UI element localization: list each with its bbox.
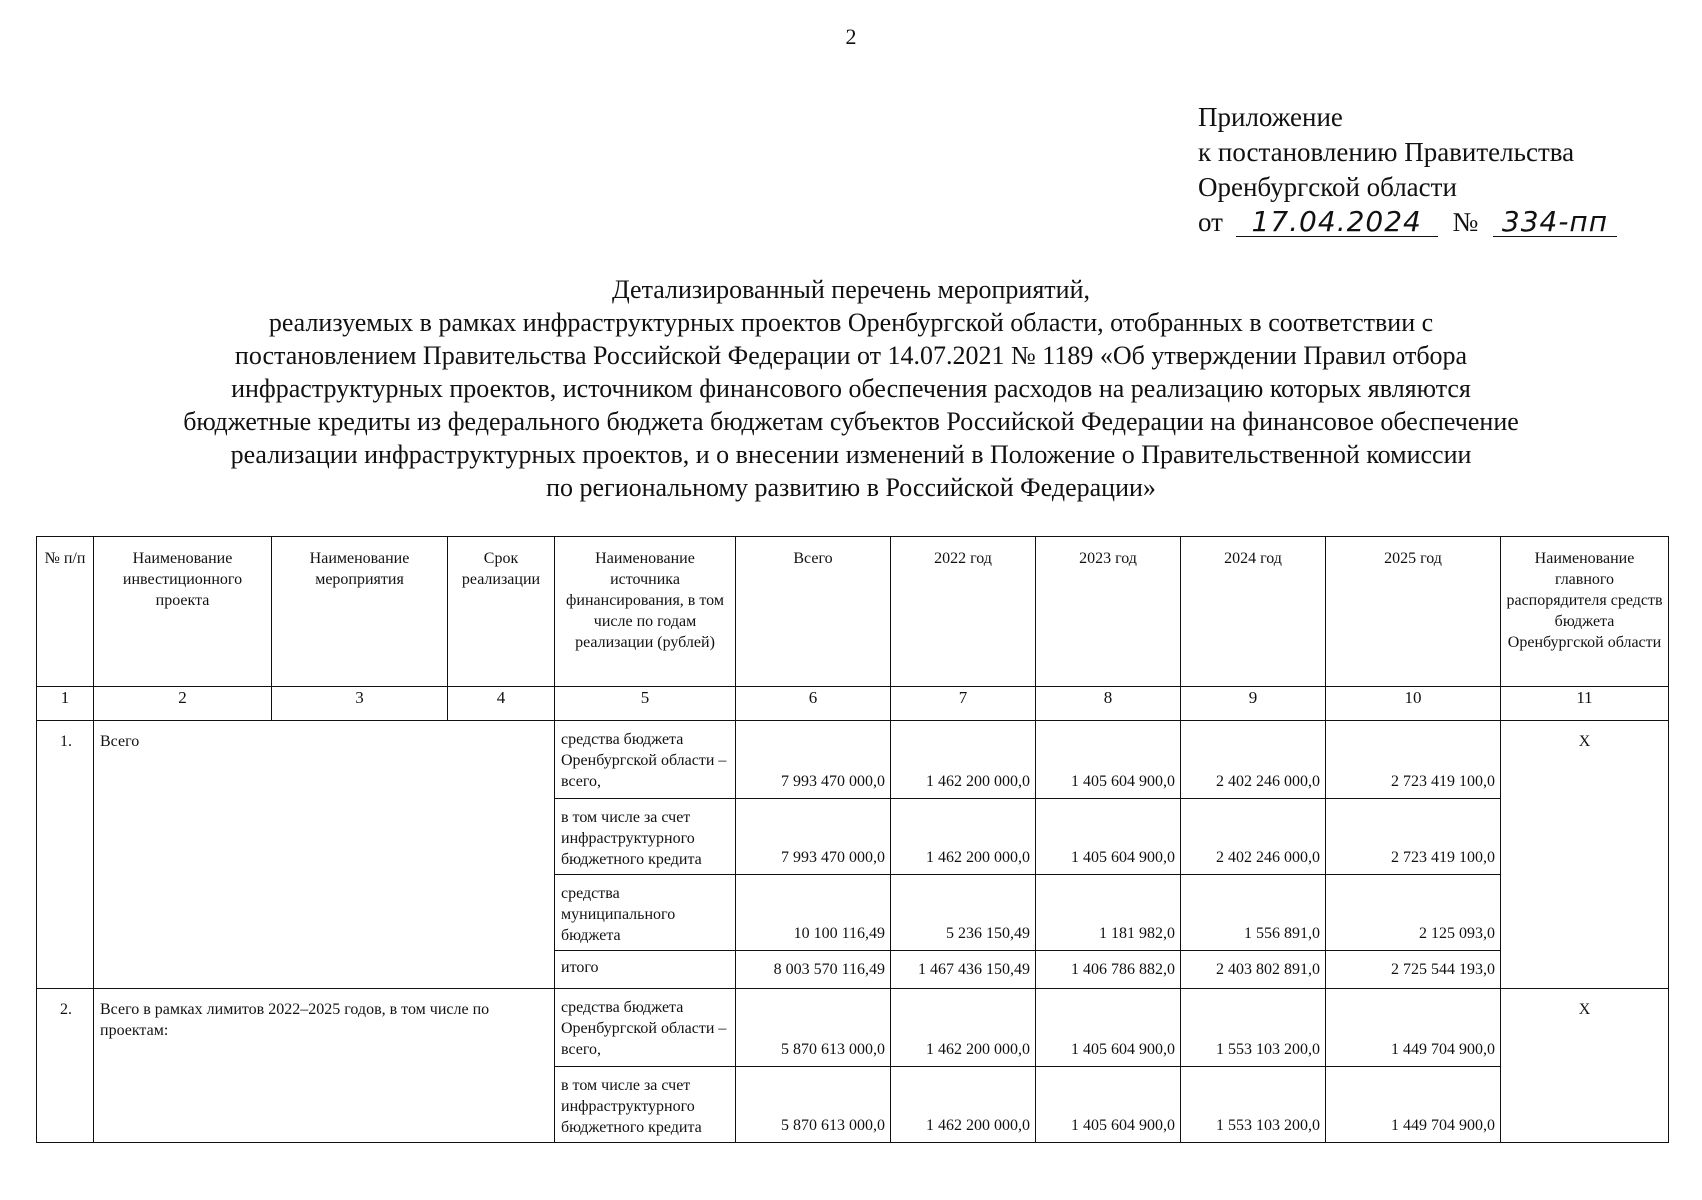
value-total: 7 993 470 000,0 — [736, 721, 891, 799]
column-number: 10 — [1326, 687, 1501, 721]
handwritten-date: 17.04.2024 — [1236, 208, 1438, 237]
title-line: по региональному развитию в Российской Федерации» — [546, 473, 1156, 502]
value-2022: 1 462 200 000,0 — [891, 721, 1036, 799]
value-2022: 1 462 200 000,0 — [891, 799, 1036, 875]
value-2022: 1 462 200 000,0 — [891, 989, 1036, 1067]
appendix-line: Оренбургской области — [1198, 172, 1457, 202]
title-line: реализуемых в рамках инфраструктурных проектов Оренбургской области, отобранных в соответствии с — [268, 308, 1434, 337]
column-number: 3 — [272, 687, 448, 721]
table-row — [37, 989, 1669, 1067]
value-2023: 1 405 604 900,0 — [1036, 721, 1181, 799]
table-header-row — [37, 537, 1669, 687]
funding-source: в том числе за счет инфраструктурного бюджетного кредита — [555, 1067, 736, 1143]
value-2022: 1 467 436 150,49 — [891, 951, 1036, 989]
value-2023: 1 181 982,0 — [1036, 875, 1181, 951]
value-2023: 1 405 604 900,0 — [1036, 799, 1181, 875]
value-2024: 1 553 103 200,0 — [1181, 1067, 1326, 1143]
value-2024: 2 402 246 000,0 — [1181, 721, 1326, 799]
title-line: бюджетные кредиты из федерального бюджета бюджетам субъектов Российской Федерации на финансовое обеспечение — [183, 407, 1519, 436]
administrator-mark: Х — [1501, 721, 1669, 989]
value-2025: 2 725 544 193,0 — [1326, 951, 1501, 989]
table-row — [37, 721, 1669, 799]
funding-source: средства бюджета Оренбургской области – всего, — [555, 989, 736, 1067]
funding-source: средства бюджета Оренбургской области – всего, — [555, 721, 736, 799]
value-2024: 2 403 802 891,0 — [1181, 951, 1326, 989]
value-2025: 2 723 419 100,0 — [1326, 721, 1501, 799]
funding-source: итого — [555, 951, 736, 989]
value-2025: 1 449 704 900,0 — [1326, 1067, 1501, 1143]
header-cell: 2024 год — [1181, 537, 1326, 687]
header-cell: Наименование мероприятия — [272, 537, 448, 687]
title-line: реализации инфраструктурных проектов, и о внесении изменений в Положение о Правительственной комиссии — [230, 440, 1472, 469]
funding-source: в том числе за счет инфраструктурного бюджетного кредита — [555, 799, 736, 875]
appendix-date-row — [1198, 205, 1658, 240]
appendix-line: к постановлению Правительства — [1198, 137, 1575, 167]
column-number: 1 — [37, 687, 94, 721]
header-cell: 2022 год — [891, 537, 1036, 687]
value-2023: 1 406 786 882,0 — [1036, 951, 1181, 989]
handwritten-number: 334-пп — [1493, 208, 1617, 237]
header-cell: Всего — [736, 537, 891, 687]
value-2023: 1 405 604 900,0 — [1036, 989, 1181, 1067]
measures-table — [36, 536, 1669, 1143]
appendix-block — [1198, 100, 1658, 240]
header-cell: Наименование инвестиционного проекта — [94, 537, 272, 687]
header-cell: № п/п — [37, 537, 94, 687]
value-total: 5 870 613 000,0 — [736, 989, 891, 1067]
number-prefix: № — [1452, 207, 1479, 237]
header-cell: Срок реализации — [448, 537, 555, 687]
header-cell: Наименование главного распорядителя средств бюджета Оренбургской области — [1501, 537, 1669, 687]
header-cell: 2023 год — [1036, 537, 1181, 687]
project-label: Всего в рамках лимитов 2022–2025 годов, в том числе по проектам: — [94, 989, 555, 1143]
value-2023: 1 405 604 900,0 — [1036, 1067, 1181, 1143]
column-number: 9 — [1181, 687, 1326, 721]
column-number: 11 — [1501, 687, 1669, 721]
column-number: 4 — [448, 687, 555, 721]
value-total: 10 100 116,49 — [736, 875, 891, 951]
document-title — [0, 273, 1702, 504]
value-2025: 2 723 419 100,0 — [1326, 799, 1501, 875]
project-label: Всего — [94, 721, 555, 989]
administrator-mark: Х — [1501, 989, 1669, 1143]
value-total: 8 003 570 116,49 — [736, 951, 891, 989]
page-number: 2 — [845, 24, 857, 49]
funding-source: средства муниципального бюджета — [555, 875, 736, 951]
value-2024: 1 553 103 200,0 — [1181, 989, 1326, 1067]
appendix-line: Приложение — [1198, 102, 1343, 132]
value-2024: 2 402 246 000,0 — [1181, 799, 1326, 875]
header-cell: 2025 год — [1326, 537, 1501, 687]
value-2022: 5 236 150,49 — [891, 875, 1036, 951]
column-number: 2 — [94, 687, 272, 721]
value-2025: 1 449 704 900,0 — [1326, 989, 1501, 1067]
column-number-row — [37, 687, 1669, 721]
row-number: 1. — [37, 721, 94, 989]
row-number: 2. — [37, 989, 94, 1143]
column-number: 7 — [891, 687, 1036, 721]
value-total: 7 993 470 000,0 — [736, 799, 891, 875]
title-line: постановлением Правительства Российской Федерации от 14.07.2021 № 1189 «Об утверждении Правил отбора — [234, 341, 1468, 370]
date-prefix: от — [1198, 207, 1223, 237]
value-2022: 1 462 200 000,0 — [891, 1067, 1036, 1143]
value-total: 5 870 613 000,0 — [736, 1067, 891, 1143]
value-2025: 2 125 093,0 — [1326, 875, 1501, 951]
header-cell: Наименование источника финансирования, в том числе по годам реализации (рублей) — [555, 537, 736, 687]
value-2024: 1 556 891,0 — [1181, 875, 1326, 951]
column-number: 8 — [1036, 687, 1181, 721]
title-line: Детализированный перечень мероприятий, — [611, 275, 1090, 304]
column-number: 6 — [736, 687, 891, 721]
title-line: инфраструктурных проектов, источником финансового обеспечения расходов на реализацию которых являются — [231, 374, 1471, 403]
column-number: 5 — [555, 687, 736, 721]
